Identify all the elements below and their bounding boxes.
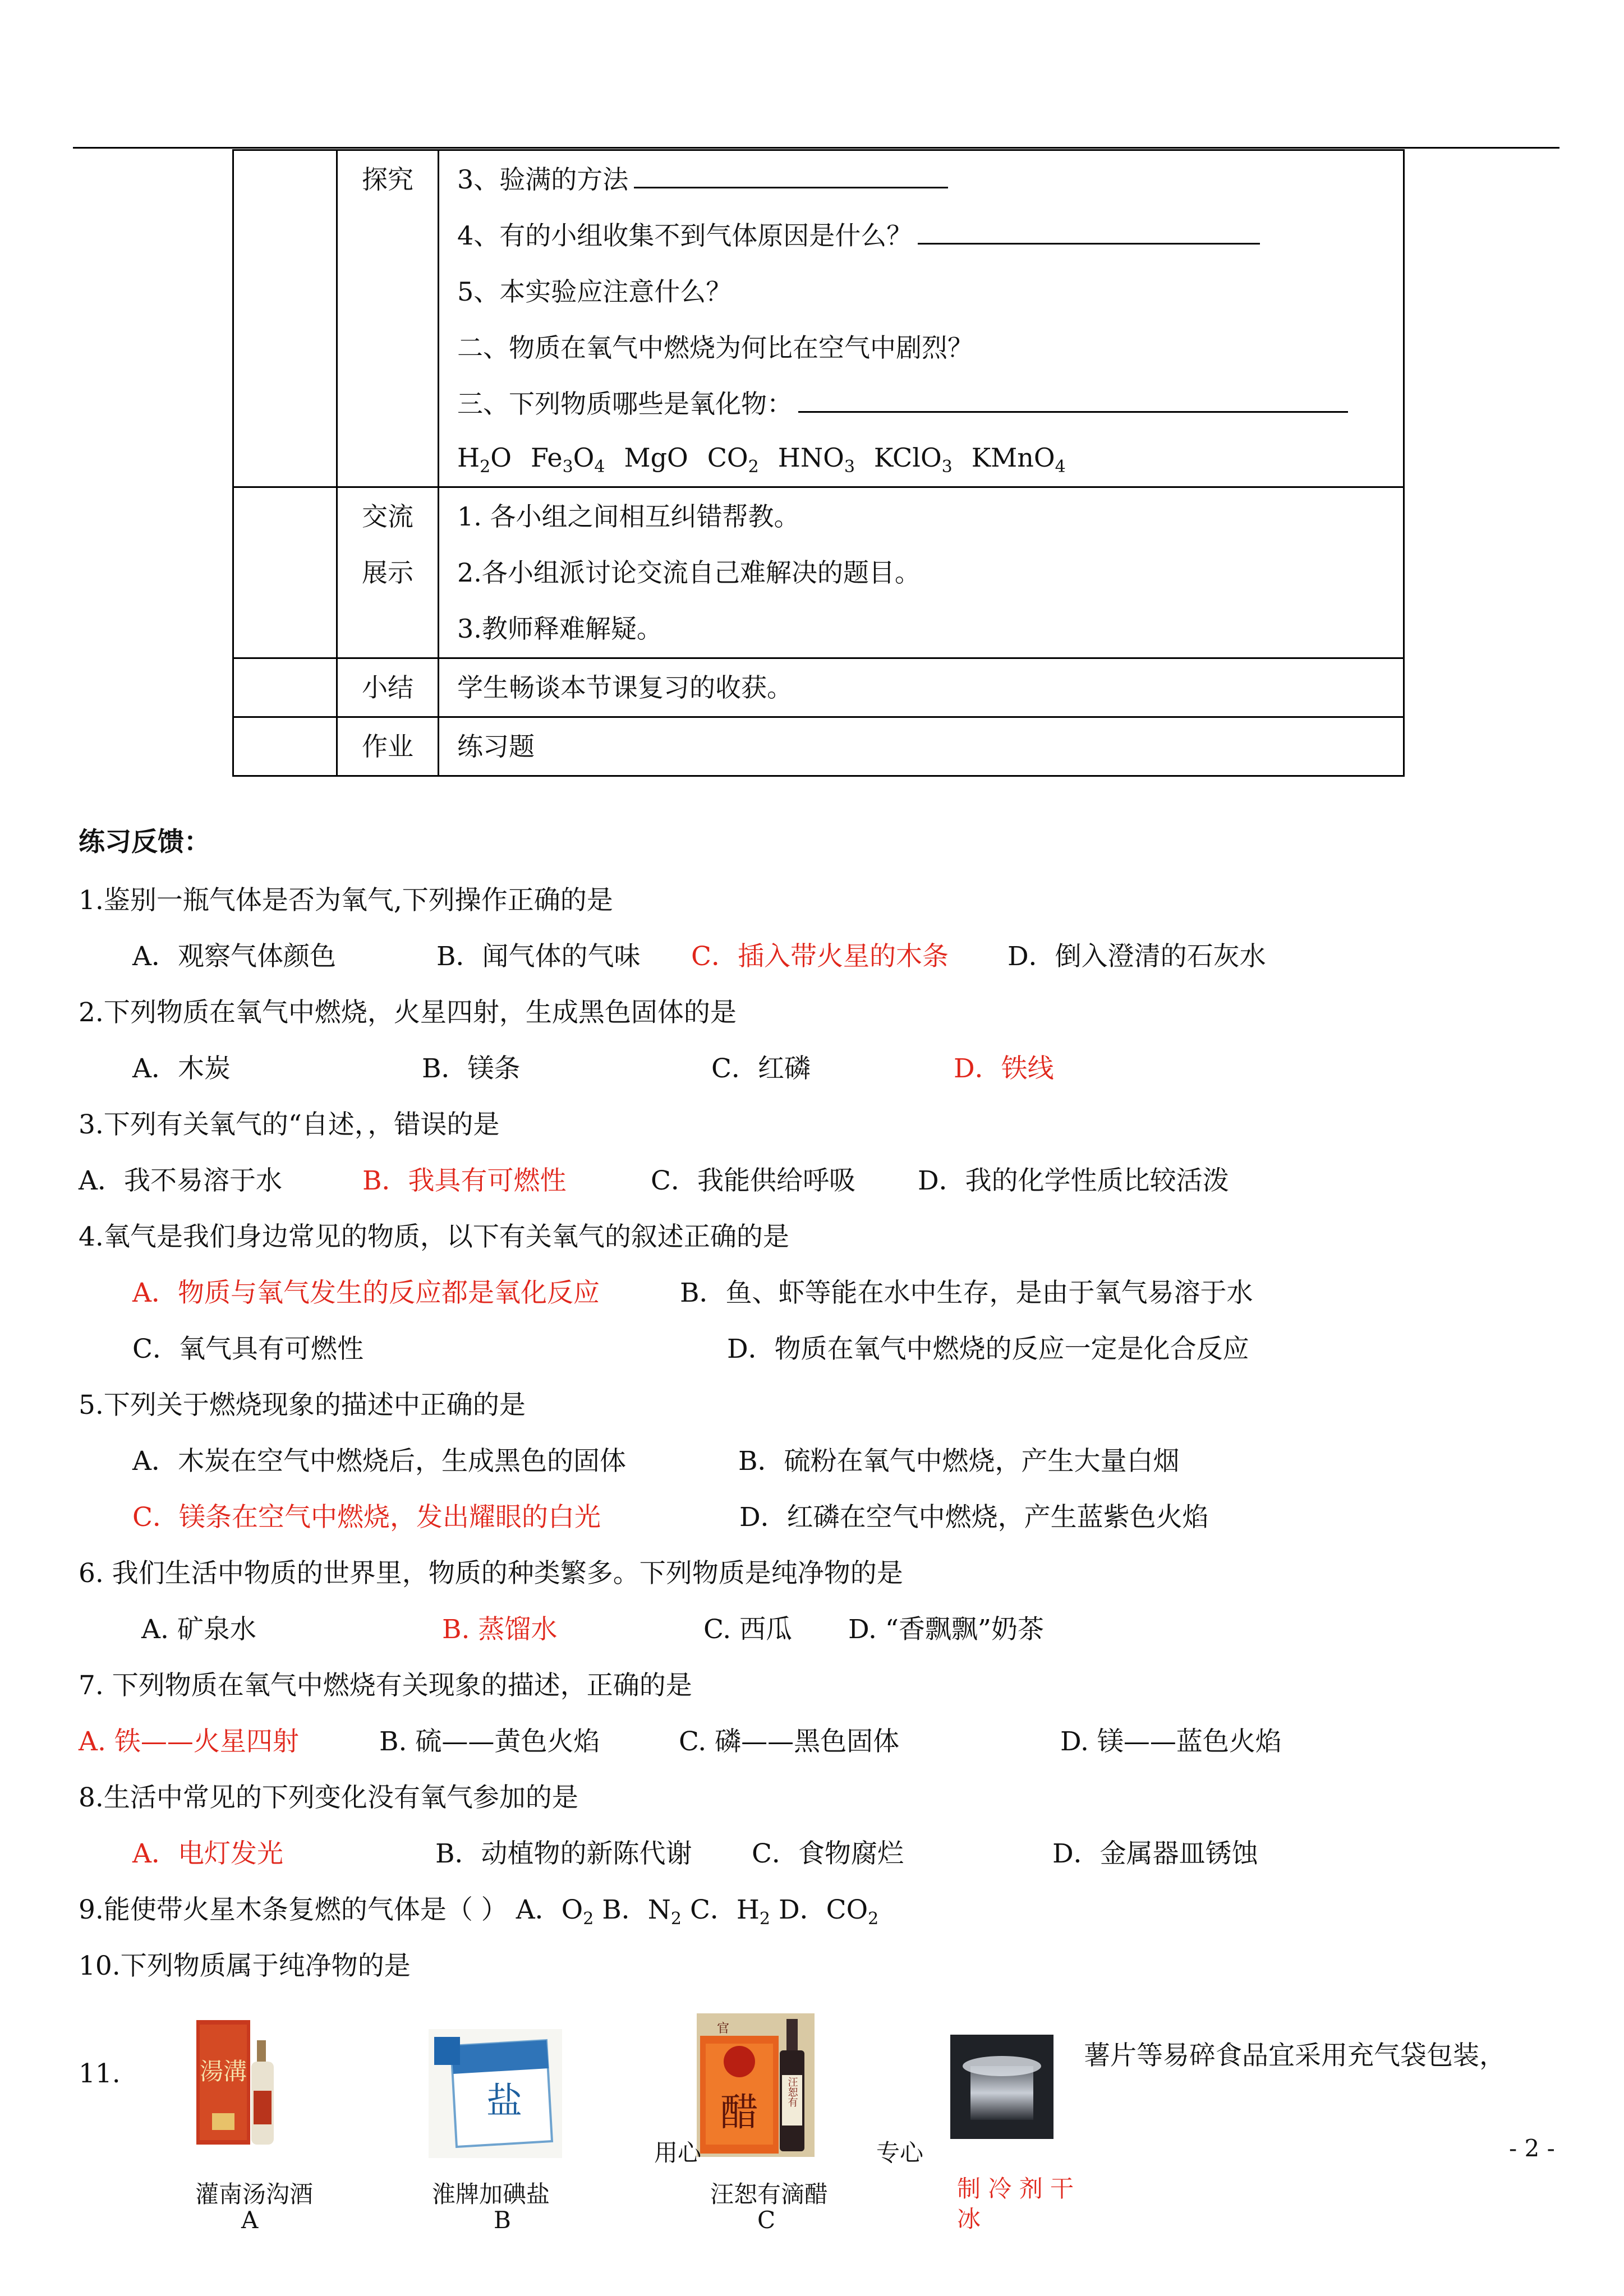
salt-label: 盐 — [486, 2081, 522, 2122]
explore-line-text: 4、有的小组收集不到气体原因是什么？ — [457, 220, 913, 251]
q6-option-a: A. 矿泉水 — [141, 1614, 256, 1645]
answer-blank — [798, 411, 1348, 413]
q3-option-d: D．我的化学性质比较活泼 — [918, 1165, 1229, 1196]
q6-option-c: C. 西瓜 — [703, 1614, 793, 1645]
q1-option-b: B．闻气体的气味 — [436, 941, 641, 972]
q1-option-c: C．插入带火星的木条 — [691, 941, 949, 972]
explore-line-text: 三、下列物质哪些是氧化物： — [457, 389, 793, 419]
exchange-line: 1. 各小组之间相互纠错帮教。 — [457, 501, 800, 532]
question-3: 3.下列有关氧气的“自述，，错误的是 — [79, 1109, 500, 1140]
letter-b: B — [494, 2206, 511, 2234]
explore-line-text: 二、物质在氧气中燃烧为何比在空气中剧烈？ — [457, 333, 973, 363]
q9-option-d: D．CO — [778, 1894, 868, 1925]
letter-c: C — [757, 2206, 776, 2234]
question-10: 10.下列物质属于纯净物的是 — [79, 1951, 411, 1981]
caption-d: 制 冷 剂 干 — [957, 2175, 1074, 2202]
formula-list — [457, 430, 1387, 486]
q3-option-b: B．我具有可燃性 — [362, 1165, 567, 1196]
q2-option-b: B．镁条 — [422, 1053, 521, 1084]
q4-option-b: B．鱼、虾等能在水中生存，是由于氧气易溶于水 — [680, 1278, 1253, 1308]
q6-option-d: D. “香飘飘”奶茶 — [848, 1614, 1044, 1645]
explore-line — [457, 264, 1387, 320]
question-6: 6. 我们生活中物质的世界里，物质的种类繁多。下列物质是纯净物的是 — [79, 1558, 903, 1589]
blank-cell — [233, 717, 337, 776]
q8-option-a: A．电灯发光 — [132, 1838, 283, 1869]
question-5: 5.下列关于燃烧现象的描述中正确的是 — [79, 1390, 526, 1421]
summary-label: 小结 — [337, 658, 439, 717]
bottle-label: 湯溝 — [199, 2058, 247, 2085]
vinegar-label: 醋 — [720, 2091, 759, 2135]
footer-left: 用心 — [654, 2139, 702, 2166]
practice-heading: 练习反馈： — [79, 827, 210, 857]
exchange-label-1: 交流 — [362, 501, 413, 532]
caption-a: 灌南汤沟酒 — [195, 2180, 314, 2208]
question-9 — [79, 1893, 878, 1927]
question-11: 11. — [79, 2058, 121, 2089]
q5-option-c: C．镁条在空气中燃烧，发出耀眼的白光 — [132, 1502, 601, 1533]
q7-option-d: D. 镁——蓝色火焰 — [1060, 1726, 1282, 1757]
explore-lines — [457, 151, 1387, 432]
summary-text: 学生畅谈本节课复习的收获。 — [439, 658, 1404, 717]
exchange-line: 2.各小组派讨论交流自己难解决的题目。 — [457, 557, 921, 588]
q4-option-c: C．氧气具有可燃性 — [132, 1334, 364, 1364]
page-number: - 2 - — [1509, 2134, 1555, 2162]
vinegar-side-label: 汪恕有 — [786, 2077, 798, 2107]
q3-option-a: A．我不易溶于水 — [79, 1165, 282, 1196]
exchange-label — [337, 487, 439, 658]
vinegar-top-label: 官 — [717, 2022, 730, 2036]
q5-option-b: B．硫粉在氧气中燃烧，产生大量白烟 — [738, 1446, 1180, 1477]
q2-option-c: C．红磷 — [711, 1053, 811, 1084]
homework-label: 作业 — [337, 717, 439, 776]
explore-line — [457, 151, 1387, 208]
question-2: 2.下列物质在氧气中燃烧，火星四射，生成黑色固体的是 — [79, 997, 737, 1028]
q6-option-b: B. 蒸馏水 — [442, 1614, 558, 1645]
dry-ice-image — [950, 2035, 1053, 2139]
question-7: 7. 下列物质在氧气中燃烧有关现象的描述，正确的是 — [79, 1670, 692, 1701]
explore-line — [457, 320, 1387, 376]
blank-cell — [233, 150, 337, 487]
caption-d-line2: 冰 — [957, 2205, 981, 2233]
q8-option-b: B．动植物的新陈代谢 — [435, 1838, 692, 1869]
q4-option-d: D．物质在氧气中燃烧的反应一定是化合反应 — [727, 1334, 1249, 1364]
q9-stem-and-a: 9.能使带火星木条复燃的气体是（ ） A．O — [79, 1894, 583, 1925]
chemical-formula: $HNO_3$ — [778, 442, 855, 477]
letter-a: A — [241, 2206, 259, 2234]
chemical-formula: KMnO$_4$ — [971, 442, 1066, 477]
q5-option-a: A．木炭在空气中燃烧后，生成黑色的固体 — [132, 1446, 626, 1477]
question-4: 4.氧气是我们身边常见的物质，以下有关氧气的叙述正确的是 — [79, 1221, 789, 1252]
liquor-image — [195, 2018, 285, 2147]
blank-cell — [233, 658, 337, 717]
question-1: 1.鉴别一瓶气体是否为氧气,下列操作正确的是 — [79, 885, 613, 916]
explore-line — [457, 376, 1387, 432]
explore-content — [439, 150, 1404, 487]
q8-option-c: C．食物腐烂 — [752, 1838, 904, 1869]
explore-label: 探究 — [337, 150, 439, 487]
q3-option-c: C．我能供给呼吸 — [651, 1165, 855, 1196]
q2-option-a: A．木炭 — [132, 1053, 231, 1084]
q1-option-d: D．倒入澄清的石灰水 — [1007, 941, 1266, 972]
exchange-line: 3.教师释难解疑。 — [457, 614, 663, 644]
homework-text: 练习题 — [439, 717, 1404, 776]
chemical-formula: $CO_2$ — [707, 442, 759, 477]
vinegar-bottle-icon — [697, 2013, 815, 2157]
explore-line-text: 3、验满的方法 — [457, 164, 629, 195]
explore-line — [457, 208, 1387, 264]
q9-option-b: B．N — [602, 1894, 671, 1925]
q7-option-b: B. 硫——黄色火焰 — [379, 1726, 600, 1757]
subscript: 2 — [670, 1909, 682, 1929]
q8-option-d: D．金属器皿锈蚀 — [1052, 1838, 1258, 1869]
footer-right: 专心 — [876, 2139, 924, 2166]
blank-cell — [233, 487, 337, 658]
liquor-bottle-icon — [195, 2018, 285, 2147]
dry-ice-icon — [950, 2035, 1053, 2139]
chemical-formula: KClO$_3$ — [873, 442, 953, 477]
explore-line-text: 5、本实验应注意什么？ — [457, 276, 732, 307]
subscript: 2 — [759, 1909, 771, 1929]
chemical-formula: MgO — [624, 442, 688, 473]
vinegar-image — [697, 2013, 815, 2157]
subscript: 2 — [868, 1909, 879, 1929]
header-rule — [73, 147, 1559, 149]
q1-option-a: A．观察气体颜色 — [132, 941, 336, 972]
q7-option-a: A. 铁——火星四射 — [79, 1726, 299, 1757]
q4-option-a: A．物质与氧气发生的反应都是氧化反应 — [132, 1278, 600, 1308]
exchange-content — [439, 487, 1404, 658]
answer-blank — [918, 242, 1260, 245]
q11-note: 薯片等易碎食品宜采用充气袋包装， — [1084, 2040, 1506, 2071]
q9-option-c: C．H — [689, 1894, 760, 1925]
caption-c: 汪恕有滴醋 — [710, 2180, 829, 2208]
question-8: 8.生活中常见的下列变化没有氧气参加的是 — [79, 1782, 578, 1813]
q2-option-d: D．铁线 — [954, 1053, 1054, 1084]
caption-b: 淮牌加碘盐 — [432, 2180, 550, 2208]
exchange-label-2: 展示 — [362, 557, 413, 588]
lesson-plan-table — [232, 149, 1405, 777]
chemical-formula: $H_2O$ — [457, 442, 512, 477]
salt-image — [429, 2029, 562, 2158]
q5-option-d: D．红磷在空气中燃烧，产生蓝紫色火焰 — [739, 1502, 1209, 1533]
q7-option-c: C. 磷——黑色固体 — [679, 1726, 900, 1757]
salt-bag-icon — [429, 2029, 562, 2158]
chemical-formula: $Fe_3O_4$ — [530, 442, 605, 477]
subscript: 2 — [583, 1909, 594, 1929]
answer-blank — [634, 186, 948, 188]
